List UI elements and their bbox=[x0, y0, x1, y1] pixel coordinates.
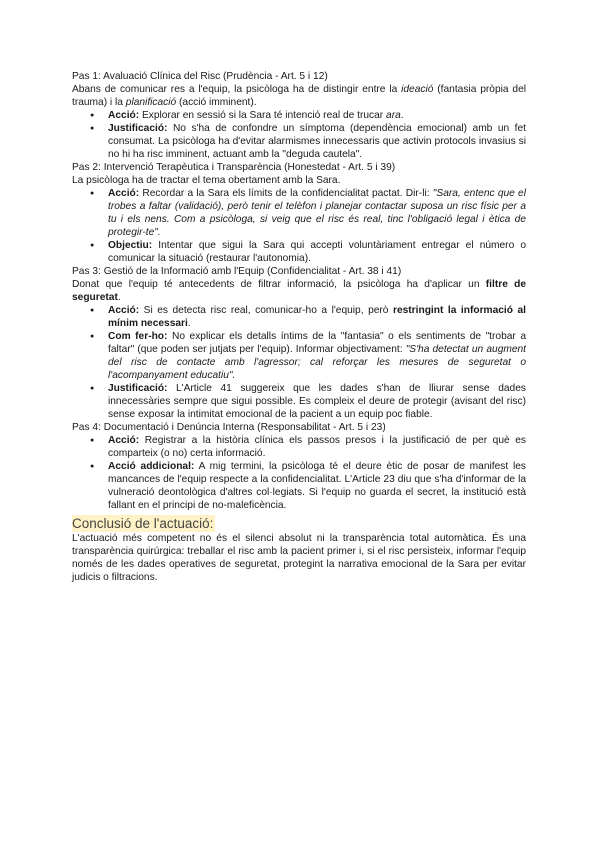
bullet-italic: ara bbox=[386, 110, 401, 121]
bullet-label: Justificació: bbox=[108, 383, 168, 394]
step1-intro-planificacio: planificació bbox=[125, 97, 177, 108]
bullet-end: . bbox=[400, 110, 404, 121]
bullet-text: Recordar a la Sara els límits de la confidencialitat pactat. Dir-li: bbox=[139, 188, 433, 199]
step4-list bbox=[72, 434, 526, 512]
bullet-text: Registrar a la història clínica els passos presos i la justificació de per què es comparteix (o no) certa informació. bbox=[108, 435, 526, 459]
step4-title: Pas 4: Documentació i Denúncia Interna (Responsabilitat - Art. 5 i 23) bbox=[72, 422, 386, 433]
step4-bullet-accio bbox=[72, 434, 526, 460]
conclusion-text: L'actuació més competent no és el silenci absolut ni la transparència total automàtica. És una transparència quirúrgica: treballar el risc amb la pacient primer i, si el risc persisteix, informar l'equip només de les dades operatives de seguretat, protegint la narrativa emocional de la Sara per evitar judicis o filtracions. bbox=[72, 533, 526, 583]
bullet-label: Objectiu: bbox=[108, 240, 153, 251]
bullet-quote: "S'ha detectat un augment del risc de contacte amb l'agressor; cal reforçar les mesures de seguretat o l'acompanyament educatiu". bbox=[108, 344, 527, 381]
step3-intro-end: . bbox=[117, 292, 121, 303]
step1-intro-text-c: (fantasia pròpia del trauma) i la bbox=[72, 84, 527, 108]
bullet-text: Explorar en sessió si la Sara té intenció real de trucar bbox=[139, 110, 387, 121]
step1-intro bbox=[72, 83, 526, 109]
step1-intro-ideacio: ideació bbox=[401, 84, 434, 95]
bullet-bold: restringint la informació al mínim necessari bbox=[108, 305, 526, 329]
bullet-text: Intentar que sigui la Sara qui accepti voluntàriament entregar el número o comunicar la situació (restaurar l'autonomia). bbox=[108, 240, 526, 264]
step1-bullet-accio bbox=[72, 109, 526, 122]
bullet-label: Acció: bbox=[108, 110, 140, 121]
step1-list bbox=[72, 109, 526, 161]
bullet-text: A mig termini, la psicòloga té el deure ètic de posar de manifest les mancances de l'equip respecte a la confidencialitat. L'Article 23 diu que s'ha d'informar de la vulneració deontològica d'altres col·legiats. Si l'equip no guarda el secret, la institució està fallant en el principi de no-maleficència. bbox=[108, 461, 526, 511]
step3-list bbox=[72, 304, 526, 421]
bullet-label: Acció: bbox=[108, 188, 140, 199]
step3-bullet-com-fer-ho bbox=[72, 330, 526, 382]
conclusion-heading: Conclusió de l'actuació: bbox=[72, 516, 214, 531]
step2-list bbox=[72, 187, 526, 265]
bullet-label: Acció: bbox=[108, 435, 140, 446]
step1-intro-text-a: Abans de comunicar res a l'equip, la psicòloga ha de distingir entre la bbox=[72, 84, 402, 95]
bullet-label: Justificació: bbox=[108, 123, 168, 134]
step2-title: Pas 2: Intervenció Terapèutica i Transparència (Honestedat - Art. 5 i 39) bbox=[72, 162, 396, 173]
step2-bullet-accio bbox=[72, 187, 526, 239]
step3-bullet-accio bbox=[72, 304, 526, 330]
bullet-label: Acció addicional: bbox=[108, 461, 195, 472]
bullet-label: Com fer-ho: bbox=[108, 331, 168, 342]
step3-title: Pas 3: Gestió de la Informació amb l'Equip (Confidencialitat - Art. 38 i 41) bbox=[72, 266, 402, 277]
step1-title: Pas 1: Avaluació Clínica del Risc (Prudència - Art. 5 i 12) bbox=[72, 71, 328, 82]
step4-bullet-accio-addicional bbox=[72, 460, 526, 512]
bullet-text: No s'ha de confondre un símptoma (dependència emocional) amb un fet consumat. La psicòloga ha d'evitar alarmismes innecessaris que activin protocols invasius si no hi ha risc imminent, actuant amb la "deguda cautela". bbox=[108, 123, 526, 160]
step2-bullet-objectiu bbox=[72, 239, 526, 265]
bullet-quote: "Sara, entenc que el trobes a faltar (validació), però tenir el telèfon i planejar contactar suposa un risc físic per a tu i els nens. Com a psicòloga, si veig que el risc és real, tinc l'obligació legal i ètica de protegir-te". bbox=[108, 188, 526, 238]
bullet-text: No explicar els detalls íntims de la "fantasia" o els sentiments de "trobar a faltar" (que poden ser jutjats per l'equip). Informar objectivament: bbox=[108, 331, 526, 355]
step1-bullet-justificacio bbox=[72, 122, 526, 161]
bullet-label: Acció: bbox=[108, 305, 140, 316]
bullet-text: Si es detecta risc real, comunicar-ho a l'equip, però bbox=[139, 305, 393, 316]
bullet-text: L'Article 41 suggereix que les dades s'han de lliurar sense dades innecessàries sempre que sigui possible. Es compleix el deure de protegir (avisant del risc) sense exposar la intimitat emocional de la pacient a un equip poc fiable. bbox=[108, 383, 526, 420]
step2-intro: La psicòloga ha de tractar el tema obertament amb la Sara. bbox=[72, 175, 341, 186]
step3-bullet-justificacio bbox=[72, 382, 526, 421]
step3-intro-text: Donat que l'equip té antecedents de filtrar informació, la psicòloga ha d'aplicar un bbox=[72, 279, 486, 290]
bullet-end: . bbox=[187, 318, 191, 329]
step1-intro-text-e: (acció imminent). bbox=[176, 97, 257, 108]
step3-intro bbox=[72, 278, 526, 304]
step3-intro-bold: filtre de seguretat bbox=[72, 279, 527, 303]
document-page bbox=[72, 70, 526, 584]
